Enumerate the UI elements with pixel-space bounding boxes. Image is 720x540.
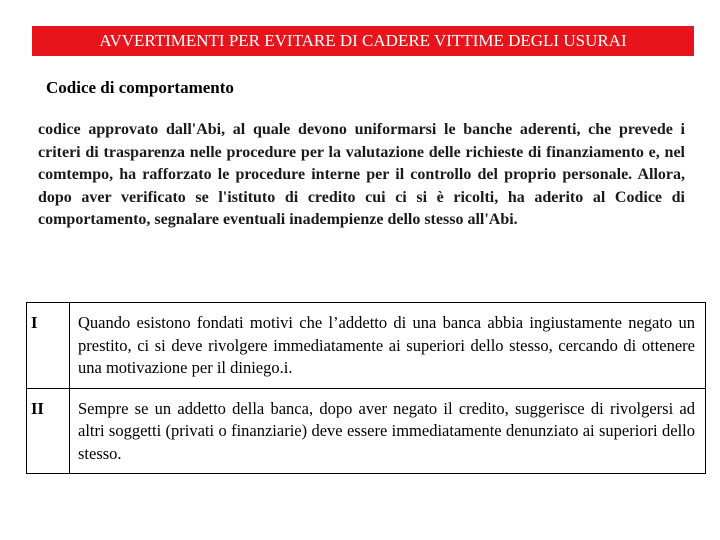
rule-text: Quando esistono fondati motivi che l’addetto di una banca abbia ingiustamente negato un prestito, ci si deve rivolgere immediatamente ai superiori dello stesso, cercando di ottenere una motivazione per il diniego.i. <box>70 303 706 389</box>
rule-row <box>27 303 706 389</box>
title-banner: AVVERTIMENTI PER EVITARE DI CADERE VITTIME DEGLI USURAI <box>32 26 694 56</box>
rule-row <box>27 388 706 474</box>
rule-number: I <box>27 303 70 389</box>
intro-paragraph: codice approvato dall'Abi, al quale devono uniformarsi le banche aderenti, che prevede i criteri di trasparenza nelle procedure per la valutazione delle richieste di finanziamento e, nel comtempo, ha rafforzato le procedure interne per il controllo del proprio personale. Allora, dopo aver verificato se l'istituto di credito cui ci si è ricolti, ha aderito al Codice di comportamento, segnalare eventuali inadempienze dello stesso all'Abi. <box>38 121 685 228</box>
rule-number: II <box>27 388 70 474</box>
rule-text: Sempre se un addetto della banca, dopo aver negato il credito, suggerisce di rivolgersi ad altri soggetti (privati o finanziarie) deve essere immediatamente denunziato ai superiori dello stesso. <box>70 388 706 474</box>
section-subtitle: Codice di comportamento <box>46 78 234 97</box>
rules-table <box>26 302 706 474</box>
